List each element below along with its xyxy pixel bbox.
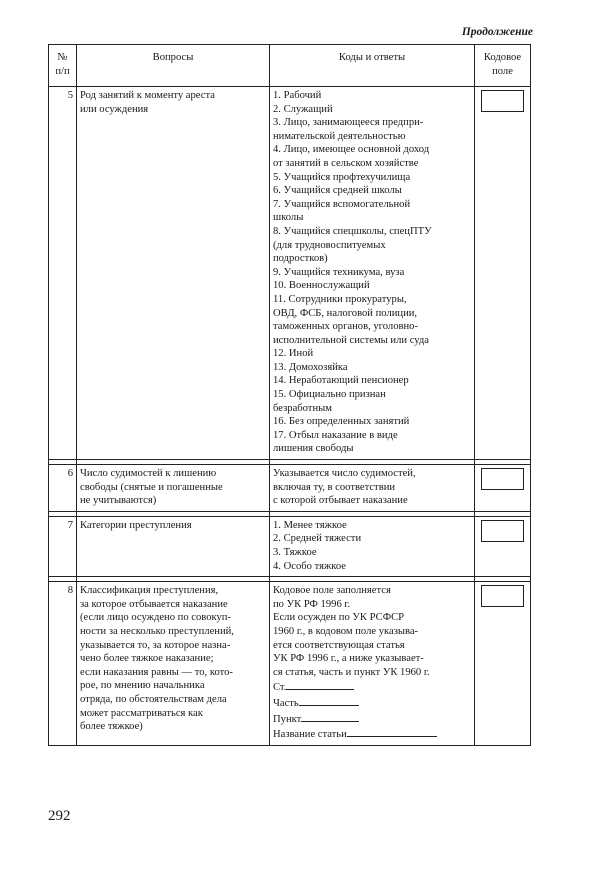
column-header-number-line: №: [57, 52, 68, 63]
answers-cell: [270, 87, 475, 460]
fill-in-field[interactable]: [273, 711, 471, 727]
answer-option: подростков): [273, 253, 328, 265]
answer-option: 5. Учащийся профтехучилища: [273, 171, 411, 183]
answer-option: исполнительной системы или суда: [273, 334, 429, 346]
fill-in-label: Ст.: [273, 682, 287, 694]
column-header-answers: Коды и ответы: [270, 45, 475, 87]
column-header-questions: Вопросы: [77, 45, 270, 87]
answer-option: 13. Домохозяйка: [273, 361, 348, 373]
code-box[interactable]: [481, 90, 524, 112]
fill-in-field[interactable]: [273, 726, 471, 742]
answer-option: лишения свободы: [273, 443, 354, 455]
answer-option: школы: [273, 212, 304, 224]
question-line: или осуждения: [80, 103, 149, 115]
column-header-code-line: Кодовое: [483, 52, 522, 63]
answer-option: ся статья, часть и пункт УК 1960 г.: [273, 666, 430, 678]
answers-cell: [270, 465, 475, 512]
answer-option: ОВД, ФСБ, налоговой полиции,: [273, 307, 418, 319]
answer-option: ется соответствующая статья: [273, 639, 405, 651]
code-box[interactable]: [481, 585, 524, 607]
column-header-number-line: п/п: [55, 65, 70, 77]
table-row: [49, 582, 531, 746]
fill-in-field[interactable]: [273, 679, 471, 695]
answer-option: с которой отбывает наказание: [273, 495, 408, 507]
fill-in-label: Часть: [273, 697, 299, 709]
answer-option: 4. Особо тяжкое: [273, 560, 346, 572]
table-row: [49, 516, 531, 576]
question-line: не учитываются): [80, 495, 157, 507]
table-row: [49, 87, 531, 460]
answer-option: (для трудновоспитуемых: [273, 239, 386, 251]
question-line: (если лицо осуждено по совокуп-: [80, 612, 232, 624]
answer-option: Кодовое поле заполняется: [273, 585, 391, 597]
answer-option: Если осужден по УК РСФСР: [273, 612, 405, 624]
column-header-code: [475, 45, 531, 87]
row-number: 7: [49, 516, 77, 576]
answer-option: 1960 г., в кодовом поле указыва-: [273, 625, 419, 637]
table-row: [49, 465, 531, 512]
question-line: более тяжкое): [80, 721, 143, 733]
question-line: свободы (снятые и погашенные: [80, 481, 223, 493]
code-field-cell: [475, 516, 531, 576]
question-line: отряда, по обстоятельствам дела: [80, 693, 227, 705]
continuation-label: Продолжение: [461, 26, 533, 38]
answer-option: нимательской деятельностью: [273, 130, 406, 142]
question-line: чено более тяжкое наказание;: [80, 653, 214, 665]
answer-option: 8. Учащийся спецшколы, спецПТУ: [273, 225, 432, 237]
answers-cell: [270, 516, 475, 576]
column-header-number: [49, 45, 77, 87]
fill-in-blank[interactable]: [299, 695, 359, 706]
question-line: может рассматриваться как: [80, 707, 203, 719]
table-header-row: [49, 45, 531, 87]
answer-option: 17. Отбыл наказание в виде: [273, 429, 398, 441]
question-cell: [77, 582, 270, 746]
fill-in-blank[interactable]: [286, 679, 354, 690]
fill-in-label: Название статьи: [273, 729, 347, 741]
answer-option: Указывается число судимостей,: [273, 468, 416, 480]
code-field-cell: [475, 465, 531, 512]
fill-in-blank[interactable]: [301, 711, 359, 722]
answer-option: 2. Средней тяжести: [273, 533, 362, 545]
question-line: за которое отбывается наказание: [80, 598, 228, 610]
column-header-code-line: поле: [492, 65, 513, 77]
answer-option: 7. Учащийся вспомогательной: [273, 198, 411, 210]
question-line: рое, по мнению начальника: [80, 680, 205, 692]
question-cell: [77, 516, 270, 576]
question-line: если наказания равны — то, кото-: [80, 666, 233, 678]
answer-option: 3. Лицо, занимающееся предпри-: [273, 117, 424, 129]
answer-option: 11. Сотрудники прокуратуры,: [273, 293, 407, 305]
question-cell: [77, 465, 270, 512]
answers-cell: [270, 582, 475, 746]
row-number: 6: [49, 465, 77, 512]
code-field-cell: [475, 87, 531, 460]
fill-in-label: Пункт: [273, 713, 302, 725]
row-number: 5: [49, 87, 77, 460]
answer-option: 3. Тяжкое: [273, 547, 317, 558]
question-line: указывается то, за которое назна-: [80, 639, 231, 651]
answer-option: 9. Учащийся техникума, вуза: [273, 266, 405, 278]
answer-option: по УК РФ 1996 г.: [273, 598, 351, 610]
answer-option: 12. Иной: [273, 348, 314, 360]
question-line: Род занятий к моменту ареста: [80, 90, 215, 101]
questionnaire-table: [48, 44, 531, 746]
answer-option: таможенных органов, уголовно-: [273, 321, 419, 333]
answer-option: 6. Учащийся средней школы: [273, 185, 402, 197]
answer-option: 15. Официально признан: [273, 389, 386, 401]
question-line: Классификация преступления,: [80, 585, 219, 597]
code-field-cell: [475, 582, 531, 746]
answer-option: безработным: [273, 402, 332, 414]
fill-in-field[interactable]: [273, 695, 471, 711]
answer-option: от занятий в сельском хозяйстве: [273, 157, 419, 169]
page-number: 292: [48, 808, 71, 824]
question-line: Категории преступления: [80, 519, 192, 531]
question-cell: [77, 87, 270, 460]
answer-option: 14. Неработающий пенсионер: [273, 375, 409, 387]
answer-option: 2. Служащий: [273, 103, 333, 115]
code-box[interactable]: [481, 520, 524, 542]
question-line: ности за несколько преступлений,: [80, 625, 234, 637]
answer-option: 16. Без определенных занятий: [273, 416, 410, 428]
answer-option: 4. Лицо, имеющее основной доход: [273, 144, 430, 156]
code-box[interactable]: [481, 468, 524, 490]
answer-option: 1. Рабочий: [273, 90, 322, 101]
answer-option: УК РФ 1996 г., а ниже указывает-: [273, 653, 424, 665]
answer-option: 10. Военнослужащий: [273, 280, 370, 292]
answer-option: включая ту, в соответствии: [273, 481, 396, 493]
question-line: Число судимостей к лишению: [80, 468, 217, 480]
row-number: 8: [49, 582, 77, 746]
answer-option: 1. Менее тяжкое: [273, 519, 347, 531]
fill-in-blank[interactable]: [347, 726, 437, 737]
